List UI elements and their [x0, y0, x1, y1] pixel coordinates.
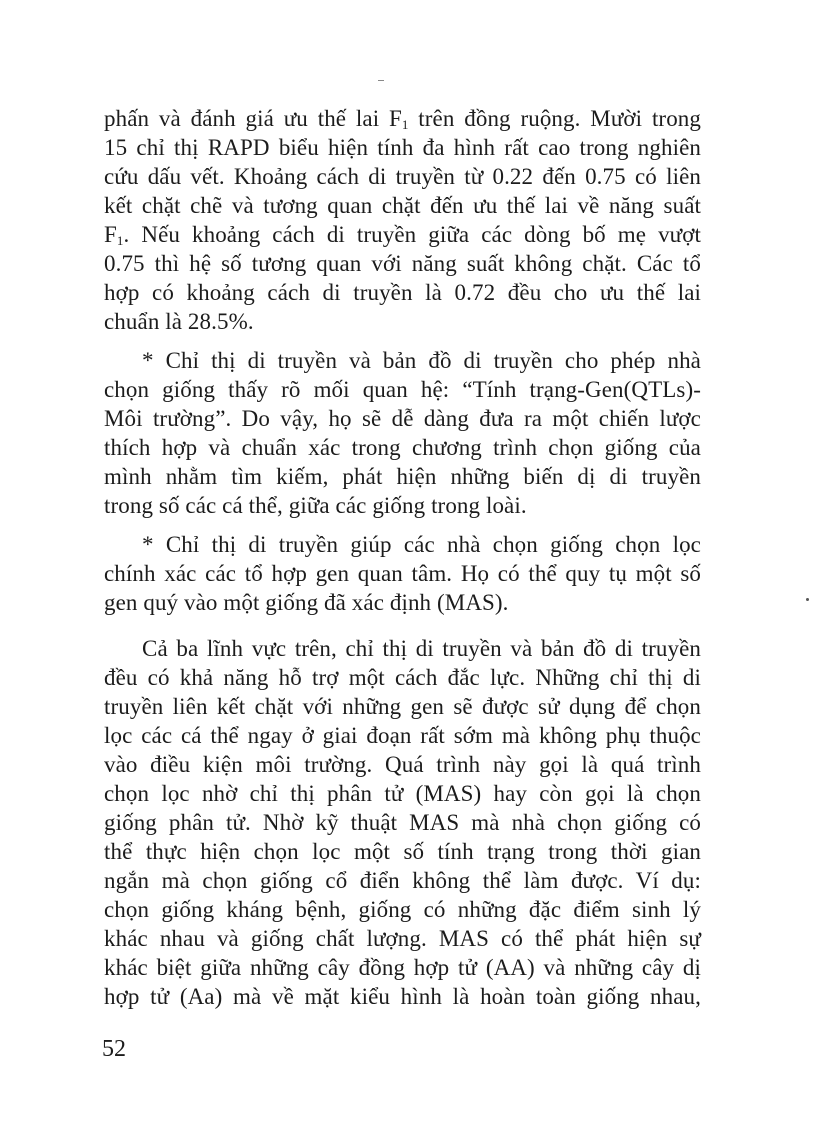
text-line: thể thực hiện chọn lọc một số tính trạng trong thời gian	[104, 839, 701, 864]
text-line: khác biệt giữa những cây đồng hợp tử (AA) và những cây dị	[104, 955, 701, 980]
text-line: Cả ba lĩnh vực trên, chỉ thị di truyền và bản đồ di truyền	[142, 636, 701, 661]
text-line: vào điều kiện môi trường. Quá trình này gọi là quá trình	[104, 752, 701, 777]
paragraph-3	[104, 530, 701, 617]
text-line: thích hợp và chuẩn xác trong chương trình chọn giống của	[104, 435, 701, 460]
text-line: truyền liên kết chặt với những gen sẽ được sử dụng để chọn	[104, 694, 701, 719]
text-line: lọc các cá thể ngay ở giai đoạn rất sớm mà không phụ thuộc	[104, 723, 701, 748]
subscript: 1	[401, 117, 409, 132]
subscript: 1	[116, 233, 124, 248]
text-line: chọn giống thấy rõ mối quan hệ: “Tính trạng-Gen(QTLs)-	[104, 377, 701, 402]
page-number: 52	[102, 1036, 126, 1062]
text-line: giống phân tử. Nhờ kỹ thuật MAS mà nhà chọn giống có	[104, 810, 701, 835]
text-line: hợp có khoảng cách di truyền là 0.72 đều cho ưu thế lai	[104, 280, 701, 305]
text-line: khác nhau và giống chất lượng. MAS có thể phát hiện sự	[104, 926, 701, 951]
text-line: $F_1$. Nếu khoảng cách di truyền giữa các dòng bố mẹ vượt	[104, 222, 701, 248]
text-line: mình nhằm tìm kiếm, phát hiện những biến dị di truyền	[104, 464, 701, 489]
text-line: hợp tử (Aa) mà về mặt kiểu hình là hoàn toàn giống nhau,	[104, 984, 701, 1009]
text-line: đều có khả năng hỗ trợ một cách đắc lực. Những chỉ thị di	[104, 665, 701, 690]
text-line: 15 chỉ thị RAPD biểu hiện tính đa hình rất cao trong nghiên	[104, 135, 701, 160]
text-line: chọn lọc nhờ chỉ thị phân tử (MAS) hay còn gọi là chọn	[104, 781, 701, 806]
text-line: Môi trường”. Do vậy, họ sẽ dễ dàng đưa ra một chiến lược	[104, 406, 701, 431]
scan-dot	[806, 598, 809, 601]
paragraph-4	[104, 634, 701, 1011]
paragraph-1	[104, 104, 701, 336]
text-line: * Chỉ thị di truyền giúp các nhà chọn giống chọn lọc	[142, 532, 701, 557]
text-line: trong số các cá thể, giữa các giống trong loài.	[104, 493, 527, 518]
text-line: ngắn mà chọn giống cổ điển không thể làm được. Ví dụ:	[104, 868, 701, 893]
text-line: cứu dấu vết. Khoảng cách di truyền từ 0.22 đến 0.75 có liên	[104, 164, 701, 189]
paragraph-2	[104, 346, 701, 520]
text-line: kết chặt chẽ và tương quan chặt đến ưu thế lai về năng suất	[104, 193, 701, 218]
scan-mark	[378, 80, 384, 81]
text-line: chuẩn là 28.5%.	[104, 309, 254, 334]
text-line: chính xác các tổ hợp gen quan tâm. Họ có thể quy tụ một số	[104, 561, 701, 586]
text-line: chọn giống kháng bệnh, giống có những đặc điểm sinh lý	[104, 897, 701, 922]
text-line: phấn và đánh giá ưu thế lai $F_1$ trên đồng ruộng. Mười trong	[104, 106, 701, 132]
text-line: gen quý vào một giống đã xác định (MAS).	[104, 590, 509, 615]
text-line: 0.75 thì hệ số tương quan với năng suất không chặt. Các tổ	[104, 251, 701, 276]
text-line: * Chỉ thị di truyền và bản đồ di truyền cho phép nhà	[142, 348, 701, 373]
